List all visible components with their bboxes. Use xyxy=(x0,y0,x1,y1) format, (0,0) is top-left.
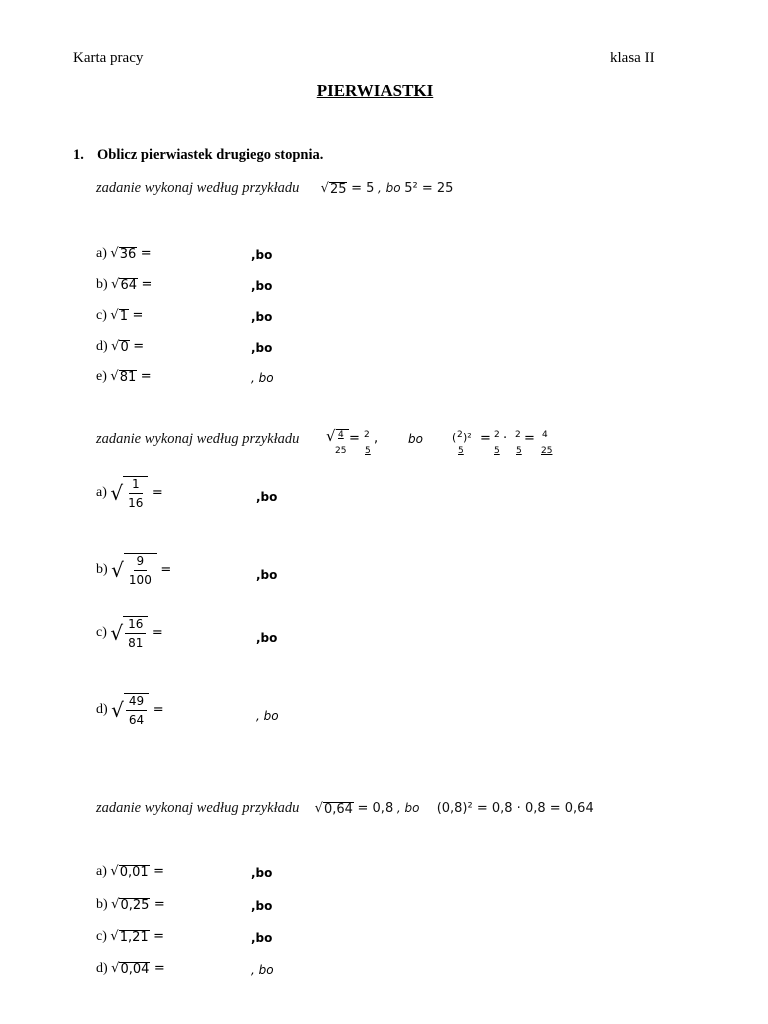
item-label: c) xyxy=(96,929,107,944)
root-icon: √ xyxy=(111,339,120,354)
example2-eq1: = xyxy=(480,431,491,446)
example2-bo: bo xyxy=(408,432,423,446)
s1-item-d-bo: ,bo xyxy=(251,341,273,355)
s2-item-c xyxy=(96,616,163,650)
item-label: b) xyxy=(96,897,108,912)
item-equals: = xyxy=(152,702,164,718)
item-equals: = xyxy=(160,562,172,578)
s1-item-e xyxy=(96,369,152,385)
example2-a-num: 2 xyxy=(494,430,500,440)
intro-text: zadanie wykonaj według przykładu xyxy=(96,180,300,196)
example3-tail: (0,8)² = 0,8 · 0,8 = 0,64 xyxy=(436,801,594,816)
item-radicand: 0,01 xyxy=(119,865,149,880)
root-icon: √ xyxy=(110,929,119,944)
root-icon: √ xyxy=(110,246,119,261)
item-equals: = xyxy=(151,485,163,501)
example2-dot: · xyxy=(503,431,508,446)
item-label: c) xyxy=(96,308,107,323)
item-equals: = xyxy=(151,625,163,641)
item-label: a) xyxy=(96,485,107,501)
item-radicand: 64 xyxy=(120,278,138,293)
item-label: d) xyxy=(96,339,108,354)
task-text: Oblicz pierwiastek drugiego stopnia. xyxy=(97,147,324,163)
s1-item-c-bo: ,bo xyxy=(251,310,273,324)
s3-item-b xyxy=(96,897,165,913)
example2-eq2: = xyxy=(524,431,535,446)
item-label: d) xyxy=(96,702,108,718)
item-radicand: 0,25 xyxy=(120,898,150,913)
root-icon: √ xyxy=(110,621,124,646)
example2-f-num: 4 xyxy=(542,430,548,440)
root-icon: √ xyxy=(111,698,124,723)
item-equals: = xyxy=(140,369,152,384)
item-numerator: 49 xyxy=(126,694,147,711)
s1-item-e-bo: , bo xyxy=(251,371,274,385)
section1-intro xyxy=(96,180,453,197)
item-radicand: 1 xyxy=(119,309,128,324)
item-numerator: 1 xyxy=(129,477,143,494)
header-right: klasa II xyxy=(610,50,655,66)
s3-item-c xyxy=(96,929,164,945)
root-icon: √ xyxy=(111,961,120,976)
s2-item-b-bo: ,bo xyxy=(256,568,278,582)
item-denominator: 16 xyxy=(128,496,144,511)
s2-item-b xyxy=(96,553,171,587)
s1-item-b-bo: ,bo xyxy=(251,279,273,293)
item-numerator: 16 xyxy=(125,617,146,634)
item-equals: = xyxy=(141,277,153,292)
item-label: d) xyxy=(96,961,108,976)
page-title: PIERWIASTKI xyxy=(316,81,434,100)
item-denominator: 100 xyxy=(128,573,152,588)
item-radicand: 1,21 xyxy=(119,930,149,945)
item-denominator: 64 xyxy=(128,713,145,728)
example2-p-num: 2 xyxy=(457,430,463,440)
example2-root-icon: √ xyxy=(326,427,336,445)
example2-f-den: 25 xyxy=(541,446,553,456)
header-left: Karta pracy xyxy=(73,50,144,66)
s3-item-d xyxy=(96,961,165,977)
s2-item-a xyxy=(96,476,163,510)
s2-item-d xyxy=(96,693,164,727)
item-radicand: 81 xyxy=(119,370,137,385)
item-label: e) xyxy=(96,369,107,384)
item-label: b) xyxy=(96,562,108,578)
example2-res-den: 5 xyxy=(365,446,371,456)
s3-item-d-bo: , bo xyxy=(251,963,274,977)
example2-p-den: 5 xyxy=(458,446,464,456)
example2-res-num: 2 xyxy=(364,430,370,440)
item-numerator: 9 xyxy=(134,554,148,571)
s3-item-a-bo: ,bo xyxy=(251,866,273,880)
item-equals: = xyxy=(153,929,165,944)
example3-bo: , bo xyxy=(396,801,420,815)
example3-result: = 0,8 xyxy=(357,801,394,816)
item-radicand: 36 xyxy=(119,247,137,262)
example2-comma: , xyxy=(374,431,379,446)
task-number: 1. xyxy=(73,147,84,163)
item-label: a) xyxy=(96,246,107,261)
item-equals: = xyxy=(153,864,165,879)
root-icon: √ xyxy=(110,864,119,879)
example2-rad-num: 4 xyxy=(338,430,344,440)
item-equals: = xyxy=(153,897,165,912)
s1-item-a-bo: ,bo xyxy=(251,248,273,262)
root-icon: √ xyxy=(110,308,119,323)
item-equals: = xyxy=(133,339,145,354)
section3-intro xyxy=(96,800,594,817)
s3-item-c-bo: ,bo xyxy=(251,931,273,945)
example-result: = 5 xyxy=(351,181,375,196)
item-equals: = xyxy=(153,961,165,976)
root-icon: √ xyxy=(111,897,120,912)
example-bo: , bo xyxy=(378,181,401,195)
example3-radicand: 0,64 xyxy=(323,802,353,817)
s1-item-c xyxy=(96,308,143,324)
root-icon: √ xyxy=(111,277,120,292)
item-equals: = xyxy=(132,308,144,323)
example2-rad-den: 25 xyxy=(335,446,347,456)
intro-text: zadanie wykonaj według przykładu xyxy=(96,800,300,816)
root-icon: √ xyxy=(111,558,124,583)
example2-a-den: 5 xyxy=(494,446,500,456)
s1-item-b xyxy=(96,277,152,293)
item-radicand: 0 xyxy=(120,340,129,355)
s2-item-d-bo: , bo xyxy=(256,709,279,723)
example2-b-den: 5 xyxy=(516,446,522,456)
example2-paren-close: )² xyxy=(463,431,472,444)
item-equals: = xyxy=(140,246,152,261)
s3-item-b-bo: ,bo xyxy=(251,899,273,913)
item-label: b) xyxy=(96,277,108,292)
section2-intro: zadanie wykonaj według przykładu xyxy=(96,431,300,447)
root-icon: √ xyxy=(110,481,124,506)
example-radicand: 25 xyxy=(329,182,347,197)
example2-eq: = xyxy=(349,431,360,446)
example-tail: 5² = 25 xyxy=(404,181,454,196)
item-label: a) xyxy=(96,864,107,879)
example3-root: √ 0,64 xyxy=(314,801,353,817)
example2-b-num: 2 xyxy=(515,430,521,440)
s1-item-d xyxy=(96,339,144,355)
s2-item-c-bo: ,bo xyxy=(256,631,278,645)
root-icon: √ xyxy=(110,369,119,384)
item-radicand: 0,04 xyxy=(120,962,150,977)
s3-item-a xyxy=(96,864,164,880)
example-root: √ 25 xyxy=(320,181,347,197)
s2-item-a-bo: ,bo xyxy=(256,490,278,504)
item-label: c) xyxy=(96,625,107,641)
item-denominator: 81 xyxy=(128,636,144,651)
s1-item-a xyxy=(96,246,152,262)
example2-paren-open: ( xyxy=(452,431,457,444)
